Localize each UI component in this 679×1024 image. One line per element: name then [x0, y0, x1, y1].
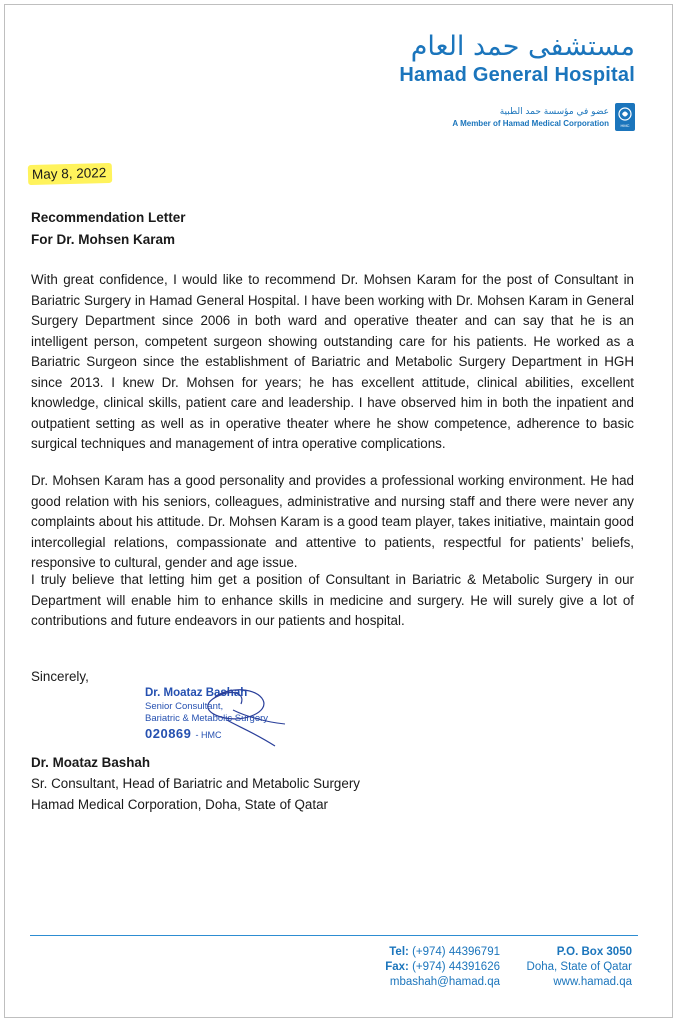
stamp-id: 020869	[145, 726, 192, 741]
footer-divider	[30, 935, 638, 936]
email-link[interactable]: mbashah@hamad.qa	[389, 976, 500, 988]
signer-title: Sr. Consultant, Head of Bariatric and Metabolic Surgery	[31, 776, 360, 791]
signer-block	[31, 752, 360, 815]
member-text: A Member of Hamad Medical Corporation	[452, 118, 609, 128]
member-text-arabic: عضو في مؤسسة حمد الطبية	[499, 106, 609, 117]
footer-address	[510, 945, 632, 990]
stamp-department: Bariatric & Metabolic Surgery	[145, 713, 269, 724]
subject-recipient: For Dr. Mohsen Karam	[31, 232, 176, 247]
fax-number: (+974) 44391626	[412, 961, 500, 973]
city: Doha, State of Qatar	[526, 961, 632, 973]
signer-name: Dr. Moataz Bashah	[31, 755, 151, 770]
paragraph-3: I truly believe that letting him get a position of Consultant in Bariatric & Metabolic Surgery in our Department will enable him to enhance skills in medicine and surgery. He will surely give a lot of contributions and future endeavors in our patients and hospital.	[31, 572, 634, 628]
paragraph-2: Dr. Mohsen Karam has a good personality and provides a professional working environment. He had good relation with his seniors, colleagues, administrative and nursing staff and there were never any complaints about his attitude. Dr. Mohsen Karam is a good team player, takes initiative, maintain good intercollegial relations, compassionate and attentive to patients, respectful for patients’ beliefs, responsive to cultural, gender and age issue.	[31, 473, 634, 570]
hospital-name-arabic: مستشفى حمد العام	[410, 31, 635, 62]
fax-label: Fax:	[385, 961, 409, 973]
letter-subject	[31, 207, 186, 251]
signer-org: Hamad Medical Corporation, Doha, State of Qatar	[31, 797, 328, 812]
hospital-name: Hamad General Hospital	[399, 64, 635, 86]
stamp-org: - HMC	[195, 730, 222, 740]
po-box: P.O. Box 3050	[556, 946, 632, 958]
website-link[interactable]: www.hamad.qa	[553, 976, 632, 988]
paragraph-1: With great confidence, I would like to recommend Dr. Mohsen Karam for the post of Consultant in Bariatric Surgery in Hamad General Hospital. I have been working with Dr. Mohsen Karam in General Surgery Department since 2006 in both ward and operative theater and can say that he is an intelligent person, competent surgeon showing outstanding care for his patients. He worked as a Bariatric Surgeon since the establishment of Bariatric and Metabolic Surgery Department in HGH since 2013. I knew Dr. Mohsen for years; he has excellent attitude, clinical abilities, excellent knowledge, clinical skills, patient care and leadership. I have observed him in both the inpatient and outpatient setting as well as in operative theater where he show competence, adherence to basic surgical techniques and management of intra operative complications.	[31, 272, 634, 451]
tel-number: (+974) 44396791	[412, 946, 500, 958]
footer-contact	[370, 945, 500, 990]
closing: Sincerely,	[31, 669, 89, 684]
hmc-logo-icon: HMC	[615, 103, 635, 131]
stamp-name: Dr. Moataz Bashah	[145, 687, 248, 699]
subject-title: Recommendation Letter	[31, 210, 186, 225]
stamp-title: Senior Consultant,	[145, 701, 224, 712]
member-of-hmc	[452, 103, 635, 131]
tel-label: Tel:	[389, 946, 409, 958]
handwritten-signature	[175, 682, 295, 752]
letterhead	[399, 30, 635, 86]
letter-date: May 8, 2022	[28, 163, 113, 185]
